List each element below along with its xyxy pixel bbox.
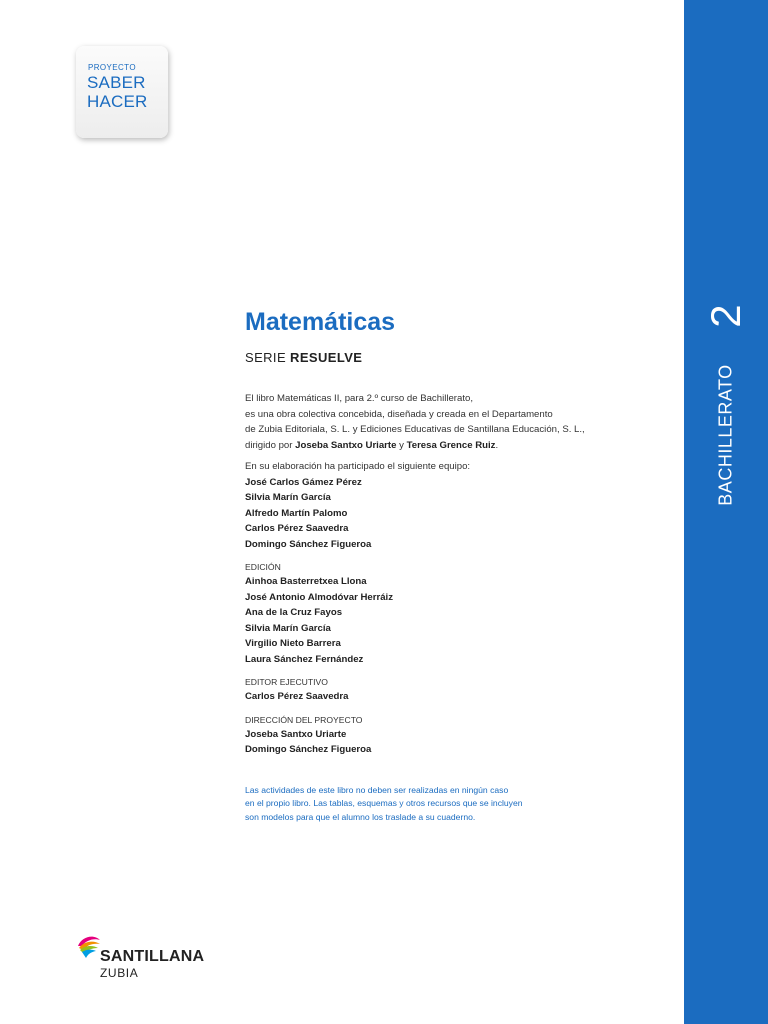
edicion-member: Silvia Marín García [245, 622, 331, 634]
badge-line-2: HACER [87, 92, 148, 111]
team-list [245, 475, 665, 553]
intro-end: . [495, 439, 499, 451]
series-line [245, 350, 665, 365]
edicion-list [245, 574, 665, 667]
intro-directed-by: dirigido por [245, 439, 293, 451]
note-line-3: son modelos para que el alumno los traslade a su cuaderno. [245, 811, 476, 822]
intro-line-1: El libro Matemáticas II, para 2.º curso de Bachillerato, [245, 393, 473, 404]
side-band [684, 0, 768, 1024]
book-title: Matemáticas [245, 308, 396, 336]
team-member: Alfredo Martín Palomo [245, 507, 348, 519]
santillana-logo [76, 932, 216, 982]
editor-member: Carlos Pérez Saavedra [245, 691, 349, 702]
credits-content [245, 306, 665, 824]
edicion-member: José Antonio Almodóvar Herráiz [245, 591, 394, 603]
series-name: RESUELVE [290, 350, 363, 365]
edicion-member: Ainhoa Basterretxea Llona [245, 576, 367, 587]
intro-line-2: es una obra colectiva concebida, diseñada y creada en el Departamento [245, 408, 553, 420]
team-member: Domingo Sánchez Figueroa [245, 538, 372, 550]
note-line-2: en el propio libro. Las tablas, esquemas y otros recursos que se incluyen [245, 798, 523, 808]
level-label-wrap [684, 350, 768, 520]
badge-line-1: SABER [87, 73, 146, 92]
logo-brand: SANTILLANA [100, 948, 205, 965]
direccion-list [245, 727, 665, 758]
director-1: Joseba Santxo Uriarte [295, 439, 397, 451]
series-prefix: SERIE [245, 350, 287, 365]
santillana-mark-icon [76, 932, 102, 964]
edicion-member: Ana de la Cruz Fayos [245, 607, 343, 618]
grade-number: 2 [702, 304, 749, 328]
direccion-member: Joseba Santxo Uriarte [245, 728, 347, 740]
direccion-member: Domingo Sánchez Figueroa [245, 744, 372, 755]
saber-hacer-badge [76, 46, 168, 138]
edicion-member: Laura Sánchez Fernández [245, 653, 364, 665]
intro-paragraph [245, 391, 665, 453]
direccion-label: DIRECCIÓN DEL PROYECTO [245, 714, 363, 725]
editor-list [245, 689, 665, 705]
director-2: Teresa Grence Ruiz [406, 439, 496, 451]
intro-connector: y [399, 439, 404, 451]
note-line-1: Las actividades de este libro no deben ser realizadas en ningún caso [245, 784, 509, 795]
edicion-label: EDICIÓN [245, 562, 281, 572]
team-member: José Carlos Gámez Pérez [245, 476, 362, 488]
usage-note [245, 784, 665, 825]
logo-sub: ZUBIA [100, 966, 139, 980]
intro-line-4 [245, 438, 665, 454]
level-label: BACHILLERATO [715, 364, 736, 506]
intro-line-3: de Zubia Editoriala, S. L. y Ediciones Educativas de Santillana Educación, S. L., [245, 424, 585, 435]
edicion-member: Virgilio Nieto Barrera [245, 638, 341, 649]
badge-small-text: PROYECTO [88, 63, 136, 72]
team-member: Carlos Pérez Saavedra [245, 523, 349, 534]
team-heading: En su elaboración ha participado el siguiente equipo: [245, 461, 471, 472]
team-member: Silvia Marín García [245, 492, 331, 503]
editor-label: EDITOR EJECUTIVO [245, 677, 328, 687]
